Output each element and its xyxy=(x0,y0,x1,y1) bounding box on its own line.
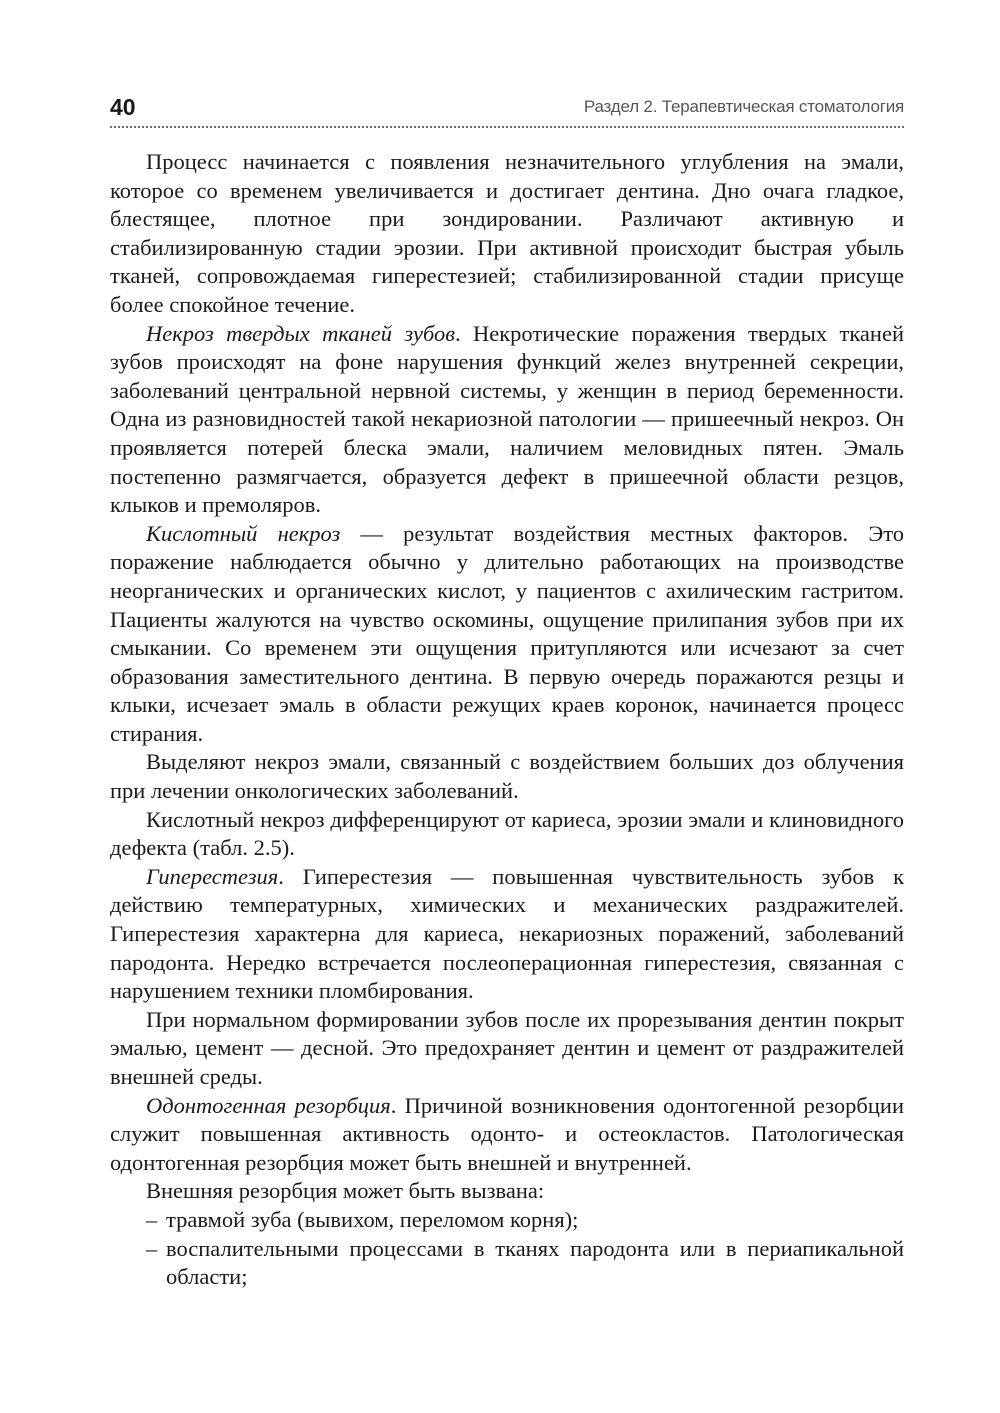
paragraph-text: Процесс начинается с появления незначительного углубления на эмали, которое со временем увеличивается и достигает дентина. Дно очага гладкое, блестящее, плотное при зондировании. Различают активную и стабилизированную стадии эрозии. При активной происходит быстрая убыль тканей, сопровождаемая гиперестезией; стабилизированной стадии присуще более спокойное течение. xyxy=(110,149,904,317)
paragraph-normal-formation xyxy=(110,1006,904,1092)
header-divider xyxy=(110,126,904,128)
paragraph-differential xyxy=(110,806,904,863)
paragraph-text: . Гиперестезия — повышенная чувствительность зубов к действию температурных, химических и механических раздражителей. Гиперестезия характерна для кариеса, некариозных поражений, заболеваний пародонта. Нередко встречается послеоперационная гиперестезия, связанная с нарушением техники пломбирования. xyxy=(110,863,904,1004)
paragraph-radiation-necrosis xyxy=(110,748,904,805)
term-hyperesthesia: Гиперестезия xyxy=(146,863,279,889)
page-header xyxy=(110,92,904,126)
paragraph-external-resorption xyxy=(110,1177,904,1206)
paragraph-hyperesthesia xyxy=(110,863,904,1006)
body-text xyxy=(110,148,904,1292)
page-number: 40 xyxy=(110,94,136,120)
list-item-text: воспалительными процессами в тканях пародонта или в периапикальной области; xyxy=(166,1235,904,1290)
paragraph-text: . Причиной возникновения одонтогенной резорбции служит повышенная активность одонто- и остеокластов. Патологическая одонтогенная резорбция может быть внешней и внутренней. xyxy=(110,1092,904,1175)
term-resorption: Одонтогенная резорбция xyxy=(146,1092,391,1118)
list-marker: – xyxy=(146,1206,158,1232)
paragraph-acid-necrosis xyxy=(110,520,904,749)
paragraph-erosion-process xyxy=(110,148,904,320)
paragraph-text: . Некротические поражения твердых тканей зубов происходят на фоне нарушения функций желез внутренней секреции, заболеваний центральной нервной системы, у женщин в период беременности. Одна из разновидностей такой некариозной патологии — пришеечный некроз. Он проявляется потерей блеска эмали, наличием меловидных пятен. Эмаль постепенно размягчается, образуется дефект в пришеечной области резцов, клыков и премоляров. xyxy=(110,320,904,518)
paragraph-text: При нормальном формировании зубов после их прорезывания дентин покрыт эмалью, цемент — десной. Это предохраняет дентин и цемент от раздражителей внешней среды. xyxy=(110,1006,904,1089)
list-item xyxy=(110,1206,904,1235)
list-item-text: травмой зуба (вывихом, переломом корня); xyxy=(166,1206,579,1232)
term-acid-necrosis: Кислотный некроз xyxy=(146,520,341,546)
running-head: Раздел 2. Терапевтическая стоматология xyxy=(583,97,904,116)
list-item xyxy=(110,1235,904,1292)
cause-list xyxy=(110,1206,904,1292)
paragraph-text: Кислотный некроз дифференцируют от кариеса, эрозии эмали и клиновидного дефекта (табл. 2.5). xyxy=(110,806,904,861)
paragraph-text: Выделяют некроз эмали, связанный с воздействием больших доз облучения при лечении онкологических заболеваний. xyxy=(110,749,904,804)
term-necrosis: Некроз твердых тканей зубов xyxy=(146,320,455,346)
paragraph-text: — результат воздействия местных факторов. Это поражение наблюдается обычно у длительно работающих на производстве неорганических и органических кислот, у пациентов с ахилическим гастритом. Пациенты жалуются на чувство оскомины, ощущение прилипания зубов при их смыкании. Со временем эти ощущения притупляются или исчезают за счет образования заместительного дентина. В первую очередь поражаются резцы и клыки, исчезает эмаль в области режущих краев коронок, начинается процесс стирания. xyxy=(110,520,904,746)
list-marker: – xyxy=(146,1235,158,1261)
paragraph-resorption xyxy=(110,1092,904,1178)
paragraph-text: Внешняя резорбция может быть вызвана: xyxy=(146,1178,545,1204)
paragraph-necrosis xyxy=(110,320,904,520)
